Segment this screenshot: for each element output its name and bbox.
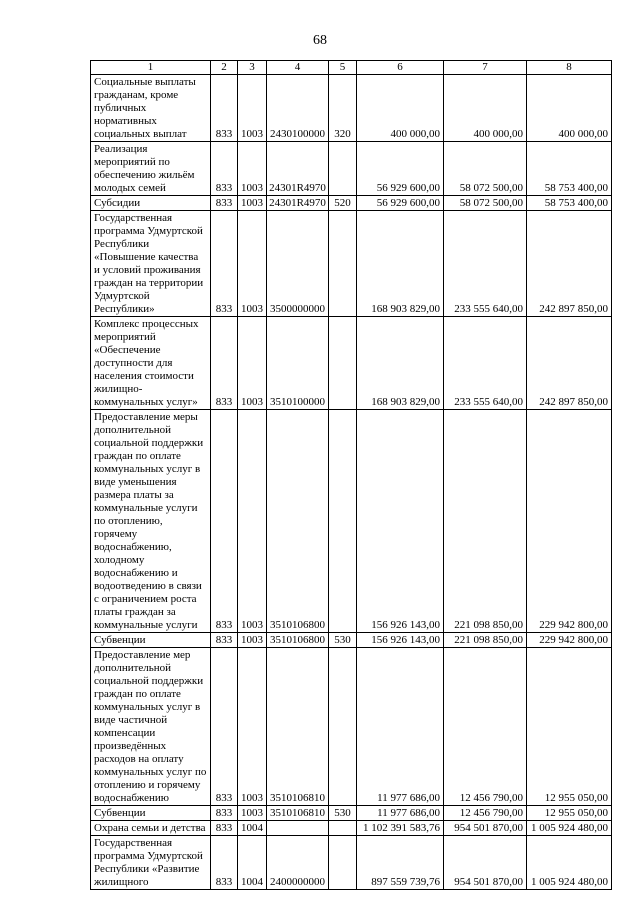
cell-vr: 530 — [329, 633, 357, 648]
cell-amount-3: 229 942 800,00 — [527, 410, 612, 633]
table-row — [91, 211, 612, 317]
table-row — [91, 648, 612, 806]
cell-amount-1: 56 929 600,00 — [357, 196, 444, 211]
cell-vr — [329, 317, 357, 410]
cell-razdel: 1003 — [238, 410, 267, 633]
cell-csr: 3510106810 — [267, 806, 329, 821]
row-name: Социальные выплаты гражданам, кроме публичных нормативных социальных выплат — [91, 75, 211, 142]
cell-grbs: 833 — [211, 633, 238, 648]
cell-vr — [329, 821, 357, 836]
cell-amount-3: 229 942 800,00 — [527, 633, 612, 648]
cell-amount-2: 221 098 850,00 — [444, 410, 527, 633]
row-name: Комплекс процессных мероприятий «Обеспечение доступности для населения стоимости жилищно- коммунальных услуг» — [91, 317, 211, 410]
table-row — [91, 821, 612, 836]
table-row — [91, 836, 612, 890]
cell-razdel: 1003 — [238, 196, 267, 211]
cell-csr: 2400000000 — [267, 836, 329, 890]
col-header: 6 — [357, 61, 444, 75]
cell-csr: 3510100000 — [267, 317, 329, 410]
cell-amount-2: 12 456 790,00 — [444, 648, 527, 806]
cell-grbs: 833 — [211, 821, 238, 836]
cell-amount-3: 400 000,00 — [527, 75, 612, 142]
cell-vr — [329, 142, 357, 196]
cell-amount-1: 897 559 739,76 — [357, 836, 444, 890]
cell-amount-2: 233 555 640,00 — [444, 211, 527, 317]
cell-grbs: 833 — [211, 196, 238, 211]
col-header: 3 — [238, 61, 267, 75]
cell-amount-3: 58 753 400,00 — [527, 142, 612, 196]
table-row — [91, 142, 612, 196]
cell-amount-3: 242 897 850,00 — [527, 211, 612, 317]
cell-amount-2: 954 501 870,00 — [444, 821, 527, 836]
cell-razdel: 1003 — [238, 211, 267, 317]
cell-amount-3: 12 955 050,00 — [527, 806, 612, 821]
cell-amount-3: 1 005 924 480,00 — [527, 821, 612, 836]
cell-amount-2: 58 072 500,00 — [444, 142, 527, 196]
cell-amount-1: 56 929 600,00 — [357, 142, 444, 196]
cell-amount-1: 11 977 686,00 — [357, 648, 444, 806]
table-row — [91, 806, 612, 821]
cell-csr: 2430100000 — [267, 75, 329, 142]
col-header: 8 — [527, 61, 612, 75]
cell-csr: 3510106800 — [267, 633, 329, 648]
cell-csr: 24301R4970 — [267, 142, 329, 196]
col-header: 7 — [444, 61, 527, 75]
cell-razdel: 1003 — [238, 317, 267, 410]
row-name: Предоставление мер дополнительной социальной поддержки граждан по оплате коммунальных услуг в виде частичной компенсации произведённых расходов на оплату коммунальных услуг по отоплению и горячему водоснабжению — [91, 648, 211, 806]
cell-grbs: 833 — [211, 142, 238, 196]
row-name: Субвенции — [91, 633, 211, 648]
cell-razdel: 1004 — [238, 836, 267, 890]
cell-amount-3: 12 955 050,00 — [527, 648, 612, 806]
cell-razdel: 1003 — [238, 633, 267, 648]
cell-amount-3: 242 897 850,00 — [527, 317, 612, 410]
row-name: Государственная программа Удмуртской Республики «Повышение качества и условий проживания граждан на территории Удмуртской Республики» — [91, 211, 211, 317]
cell-amount-2: 221 098 850,00 — [444, 633, 527, 648]
cell-grbs: 833 — [211, 211, 238, 317]
cell-vr — [329, 211, 357, 317]
cell-grbs: 833 — [211, 75, 238, 142]
row-name: Реализация мероприятий по обеспечению жильём молодых семей — [91, 142, 211, 196]
cell-razdel: 1003 — [238, 142, 267, 196]
cell-vr: 520 — [329, 196, 357, 211]
row-name: Предоставление меры дополнительной социальной поддержки граждан по оплате коммунальных услуг в виде уменьшения размера платы за коммунальные услуги по отоплению, горячему водоснабжению, холодному водоснабжению и водоотведению в связи с ограничением роста платы граждан за коммунальные услуги — [91, 410, 211, 633]
cell-amount-2: 400 000,00 — [444, 75, 527, 142]
table-row — [91, 196, 612, 211]
cell-razdel: 1003 — [238, 75, 267, 142]
cell-amount-1: 156 926 143,00 — [357, 410, 444, 633]
cell-csr: 3500000000 — [267, 211, 329, 317]
cell-grbs: 833 — [211, 836, 238, 890]
cell-vr — [329, 648, 357, 806]
cell-razdel: 1004 — [238, 821, 267, 836]
cell-grbs: 833 — [211, 317, 238, 410]
row-name: Охрана семьи и детства — [91, 821, 211, 836]
cell-amount-2: 954 501 870,00 — [444, 836, 527, 890]
cell-razdel: 1003 — [238, 806, 267, 821]
cell-vr — [329, 836, 357, 890]
cell-vr: 530 — [329, 806, 357, 821]
cell-amount-3: 1 005 924 480,00 — [527, 836, 612, 890]
cell-amount-1: 400 000,00 — [357, 75, 444, 142]
cell-amount-1: 11 977 686,00 — [357, 806, 444, 821]
cell-csr: 24301R4970 — [267, 196, 329, 211]
cell-amount-1: 156 926 143,00 — [357, 633, 444, 648]
table-row — [91, 75, 612, 142]
col-header: 5 — [329, 61, 357, 75]
cell-csr — [267, 821, 329, 836]
row-name: Государственная программа Удмуртской Республики «Развитие жилищного — [91, 836, 211, 890]
cell-amount-2: 12 456 790,00 — [444, 806, 527, 821]
table-row — [91, 317, 612, 410]
page-number: 68 — [313, 33, 327, 48]
cell-grbs: 833 — [211, 410, 238, 633]
cell-razdel: 1003 — [238, 648, 267, 806]
cell-amount-3: 58 753 400,00 — [527, 196, 612, 211]
col-header: 4 — [267, 61, 329, 75]
table-row — [91, 633, 612, 648]
cell-grbs: 833 — [211, 806, 238, 821]
col-header: 2 — [211, 61, 238, 75]
cell-grbs: 833 — [211, 648, 238, 806]
cell-csr: 3510106800 — [267, 410, 329, 633]
col-header: 1 — [91, 61, 211, 75]
cell-amount-1: 168 903 829,00 — [357, 211, 444, 317]
header-row — [91, 61, 612, 75]
cell-vr — [329, 410, 357, 633]
row-name: Субвенции — [91, 806, 211, 821]
cell-csr: 3510106810 — [267, 648, 329, 806]
table-row — [91, 410, 612, 633]
row-name: Субсидии — [91, 196, 211, 211]
cell-amount-2: 58 072 500,00 — [444, 196, 527, 211]
cell-amount-1: 1 102 391 583,76 — [357, 821, 444, 836]
cell-amount-1: 168 903 829,00 — [357, 317, 444, 410]
cell-vr: 320 — [329, 75, 357, 142]
cell-amount-2: 233 555 640,00 — [444, 317, 527, 410]
budget-table — [90, 60, 612, 890]
